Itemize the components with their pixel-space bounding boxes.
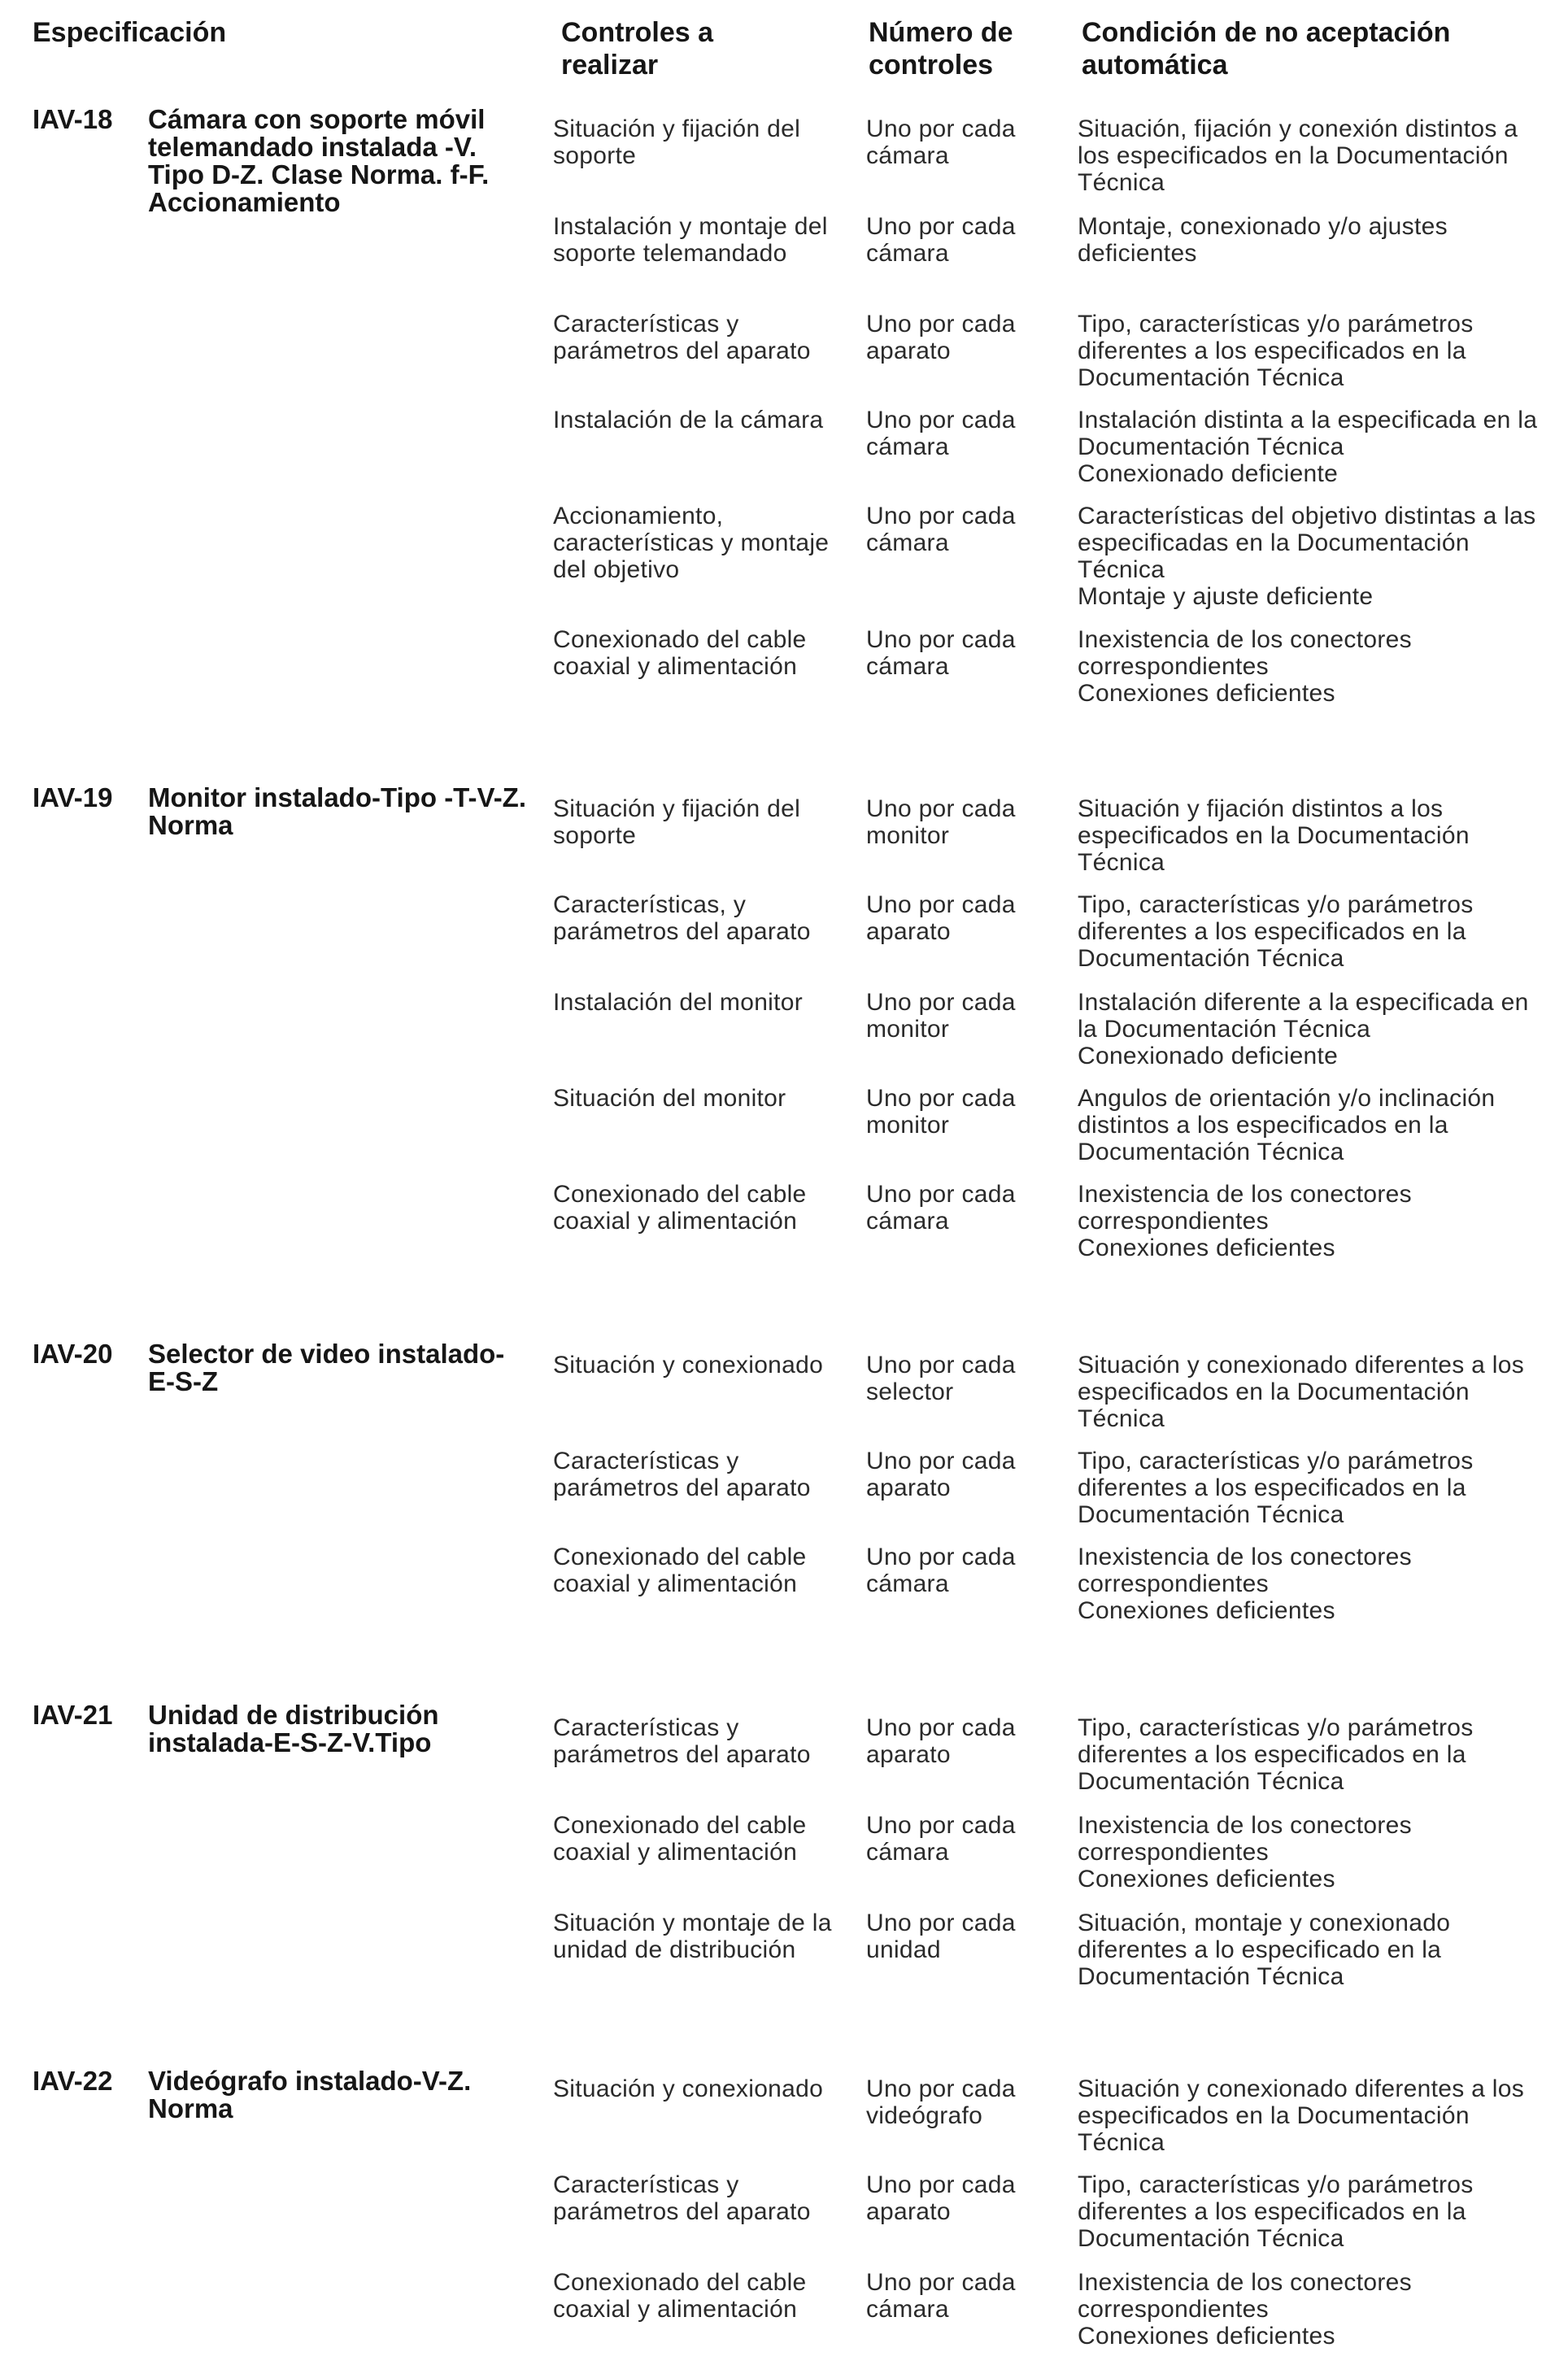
count-cell: Uno por cada aparato — [866, 1714, 1016, 1768]
header-numero: Número de controles — [869, 17, 1013, 81]
count-cell: Uno por cada cámara — [866, 213, 1016, 267]
spec-title: Cámara con soporte móvil telemandado instalada -V. Tipo D-Z. Clase Norma. f-F. Accionamiento — [148, 104, 490, 217]
control-cell: Situación del monitor — [553, 1085, 786, 1112]
condition-cell: Situación y fijación distintos a los especificados en la Documentación Técnica — [1078, 795, 1470, 876]
control-cell: Características y parámetros del aparato — [553, 311, 811, 364]
control-cell: Características y parámetros del aparato — [553, 1714, 811, 1768]
spec-title: Videógrafo instalado-V-Z. Norma — [148, 2066, 472, 2123]
count-cell: Uno por cada cámara — [866, 1544, 1016, 1597]
control-cell: Características y parámetros del aparato — [553, 2171, 811, 2225]
count-cell: Uno por cada cámara — [866, 1812, 1016, 1866]
control-cell: Características, y parámetros del aparato — [553, 891, 811, 945]
condition-cell: Situación y conexionado diferentes a los especificados en la Documentación Técnica — [1078, 1352, 1525, 1432]
control-cell: Situación y fijación del soporte — [553, 795, 801, 849]
control-cell: Accionamiento, características y montaje del objetivo — [553, 503, 830, 583]
count-cell: Uno por cada cámara — [866, 1181, 1016, 1235]
count-cell: Uno por cada cámara — [866, 2269, 1016, 2323]
control-cell: Instalación y montaje del soporte telemandado — [553, 213, 828, 267]
count-cell: Uno por cada cámara — [866, 626, 1016, 680]
count-cell: Uno por cada videógrafo — [866, 2075, 1016, 2129]
condition-cell: Instalación distinta a la especificada en la Documentación Técnica Conexionado deficiente — [1078, 407, 1538, 487]
count-cell: Uno por cada aparato — [866, 2171, 1016, 2225]
condition-cell: Inexistencia de los conectores correspondientes Conexiones deficientes — [1078, 1544, 1412, 1624]
spec-title: Selector de video instalado-E-S-Z — [148, 1339, 505, 1396]
count-cell: Uno por cada selector — [866, 1352, 1016, 1405]
count-cell: Uno por cada cámara — [866, 407, 1016, 460]
condition-cell: Tipo, características y/o parámetros diferentes a los especificados en la Documentación Técnica — [1078, 311, 1474, 391]
condition-cell: Instalación diferente a la especificada en la Documentación Técnica Conexionado deficiente — [1078, 989, 1529, 1069]
control-cell: Situación y conexionado — [553, 1352, 824, 1378]
count-cell: Uno por cada aparato — [866, 311, 1016, 364]
control-cell: Situación y fijación del soporte — [553, 115, 801, 169]
condition-cell: Tipo, características y/o parámetros diferentes a los especificados en la Documentación Técnica — [1078, 891, 1474, 972]
count-cell: Uno por cada monitor — [866, 795, 1016, 849]
condition-cell: Inexistencia de los conectores correspondientes Conexiones deficientes — [1078, 1812, 1412, 1892]
control-cell: Conexionado del cable coaxial y alimentación — [553, 626, 807, 680]
condition-cell: Tipo, características y/o parámetros diferentes a los especificados en la Documentación Técnica — [1078, 2171, 1474, 2252]
condition-cell: Tipo, características y/o parámetros diferentes a los especificados en la Documentación Técnica — [1078, 1714, 1474, 1795]
control-cell: Conexionado del cable coaxial y alimentación — [553, 2269, 807, 2323]
condition-cell: Inexistencia de los conectores correspondientes Conexiones deficientes — [1078, 626, 1412, 707]
count-cell: Uno por cada cámara — [866, 503, 1016, 556]
control-cell: Características y parámetros del aparato — [553, 1448, 811, 1501]
control-cell: Situación y conexionado — [553, 2075, 824, 2102]
condition-cell: Situación, montaje y conexionado diferentes a lo especificado en la Documentación Técnica — [1078, 1910, 1451, 1990]
control-cell: Situación y montaje de la unidad de distribución — [553, 1910, 832, 1963]
condition-cell: Situación y conexionado diferentes a los especificados en la Documentación Técnica — [1078, 2075, 1525, 2156]
count-cell: Uno por cada monitor — [866, 1085, 1016, 1139]
control-cell: Instalación de la cámara — [553, 407, 824, 433]
condition-cell: Inexistencia de los conectores correspondientes Conexiones deficientes — [1078, 1181, 1412, 1261]
count-cell: Uno por cada aparato — [866, 1448, 1016, 1501]
spec-title: Unidad de distribución instalada-E-S-Z-V.Tipo — [148, 1700, 439, 1757]
spec-code: IAV-20 — [33, 1339, 113, 1369]
header-condicion: Condición de no aceptación automática — [1082, 17, 1451, 81]
spec-code: IAV-18 — [33, 104, 113, 134]
header-controles: Controles a realizar — [561, 17, 714, 81]
control-cell: Conexionado del cable coaxial y alimentación — [553, 1544, 807, 1597]
control-cell: Instalación del monitor — [553, 989, 804, 1016]
condition-cell: Inexistencia de los conectores correspondientes Conexiones deficientes — [1078, 2269, 1412, 2350]
spec-code: IAV-21 — [33, 1700, 113, 1730]
condition-cell: Angulos de orientación y/o inclinación distintos a los especificados en la Documentación Técnica — [1078, 1085, 1496, 1165]
count-cell: Uno por cada cámara — [866, 115, 1016, 169]
spec-code: IAV-22 — [33, 2066, 113, 2096]
control-cell: Conexionado del cable coaxial y alimentación — [553, 1812, 807, 1866]
spec-code: IAV-19 — [33, 782, 113, 812]
spec-title: Monitor instalado-Tipo -T-V-Z. Norma — [148, 782, 527, 840]
condition-cell: Características del objetivo distintas a las especificadas en la Documentación Técnica Montaje y ajuste deficiente — [1078, 503, 1536, 610]
control-cell: Conexionado del cable coaxial y alimentación — [553, 1181, 807, 1235]
header-especificacion: Especificación — [33, 17, 227, 48]
condition-cell: Situación, fijación y conexión distintos a los especificados en la Documentación Técnica — [1078, 115, 1518, 196]
condition-cell: Tipo, características y/o parámetros diferentes a los especificados en la Documentación Técnica — [1078, 1448, 1474, 1528]
condition-cell: Montaje, conexionado y/o ajustes deficientes — [1078, 213, 1448, 267]
count-cell: Uno por cada unidad — [866, 1910, 1016, 1963]
count-cell: Uno por cada monitor — [866, 989, 1016, 1043]
count-cell: Uno por cada aparato — [866, 891, 1016, 945]
